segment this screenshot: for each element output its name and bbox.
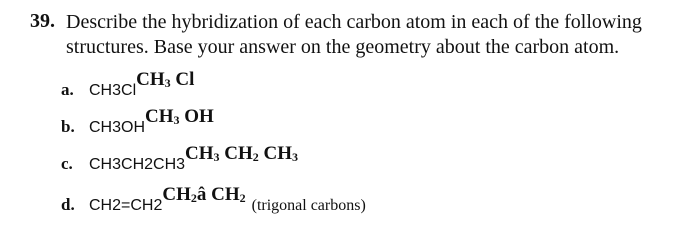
item-formula-text: CH2=CH2 (89, 197, 163, 214)
item-formula-text: CH3CH2CH3 (89, 156, 186, 173)
item-note: (trigonal carbons) (251, 197, 366, 214)
item-letter: c. (61, 154, 73, 173)
item-c (61, 143, 299, 175)
question-number: 39. (30, 10, 55, 32)
question-prompt: Describe the hybridization of each carbon atom in each of the following structures. Base your answer on the geometry about the carbon atom. (66, 11, 642, 58)
item-formula-rendered: $CH_3$ OH (145, 106, 214, 127)
item-formula-rendered: $CH_2â$ $CH_2$ (162, 184, 246, 205)
item-formula-text: CH3OH (89, 119, 146, 136)
item-letter: a. (61, 80, 74, 99)
item-letter: b. (61, 117, 75, 136)
item-letter: d. (61, 195, 75, 214)
item-a (61, 69, 195, 101)
item-d (61, 184, 366, 216)
item-formula-rendered: $CH_3$ Cl (136, 69, 195, 90)
item-b (61, 106, 214, 138)
item-formula-rendered: $CH_3$ $CH_2$ $CH_3$ (185, 143, 299, 164)
item-formula-text: CH3Cl (89, 82, 137, 99)
